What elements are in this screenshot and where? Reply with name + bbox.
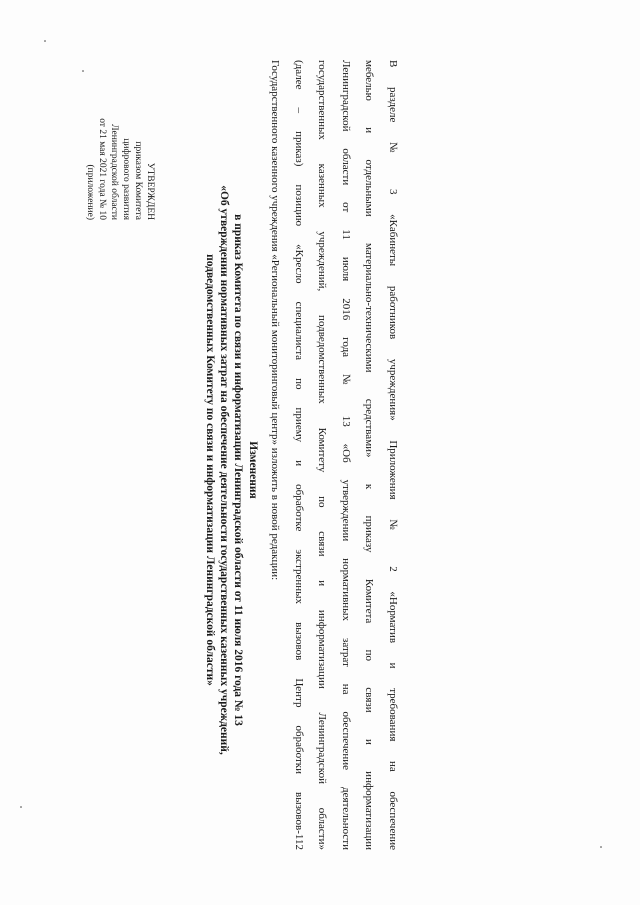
approval-line: Ленинградской области [109,124,119,220]
title-line: подведомственных Комитету по связи и информатизации Ленинградской области» [204,254,216,686]
body-line: Государственного казенного учреждения «Региональный мониторинговый центр» изложить в новой редакции: [269,60,282,581]
scan-speck [44,40,46,42]
body-line: мебелью и отдельными материально-техническими средствами» к приказу Комитета по связи и информатизации [363,60,376,850]
body-line: (далее – приказ) позицию «Кресло специалиста по приему и обработке экстренных вызовов Центр обработки вызовов-112 [293,60,305,850]
approval-line: УТВЕРЖДЕН [145,162,155,220]
document-title [203,60,260,880]
approval-line: цифрового развития [121,138,131,220]
approval-line: от 21 мая 2021 года № 10 [97,118,107,220]
body-line: В разделе № 3 «Кабинеты работников учреждения» Приложения № 2 «Норматив и требования на обеспечение [387,60,399,850]
body-line: государственных казенных учреждений, подведомственных Комитету по связи и информатизации Ленинградской области» [316,60,329,850]
document-body [263,60,404,850]
approval-stamp [84,60,156,220]
title-line: «Об утверждении нормативных затрат на обеспечение деятельности государственных казенных учреждений, [218,185,230,755]
scan-speck [82,70,84,72]
approval-line: приказом Комитета [133,141,143,220]
title-heading: Изменения [247,441,259,499]
scan-speck [600,846,602,848]
body-line: Ленинградской области от 11 июля 2016 года № 13 «Об утверждении нормативных затрат на обеспечение деятельности [340,60,352,850]
title-line: в приказ Комитета по связи и информатизации Ленинградской области от 11 июля 2016 года № 13 [232,214,244,726]
scan-speck [20,806,22,808]
approval-line: (приложение) [85,164,95,220]
